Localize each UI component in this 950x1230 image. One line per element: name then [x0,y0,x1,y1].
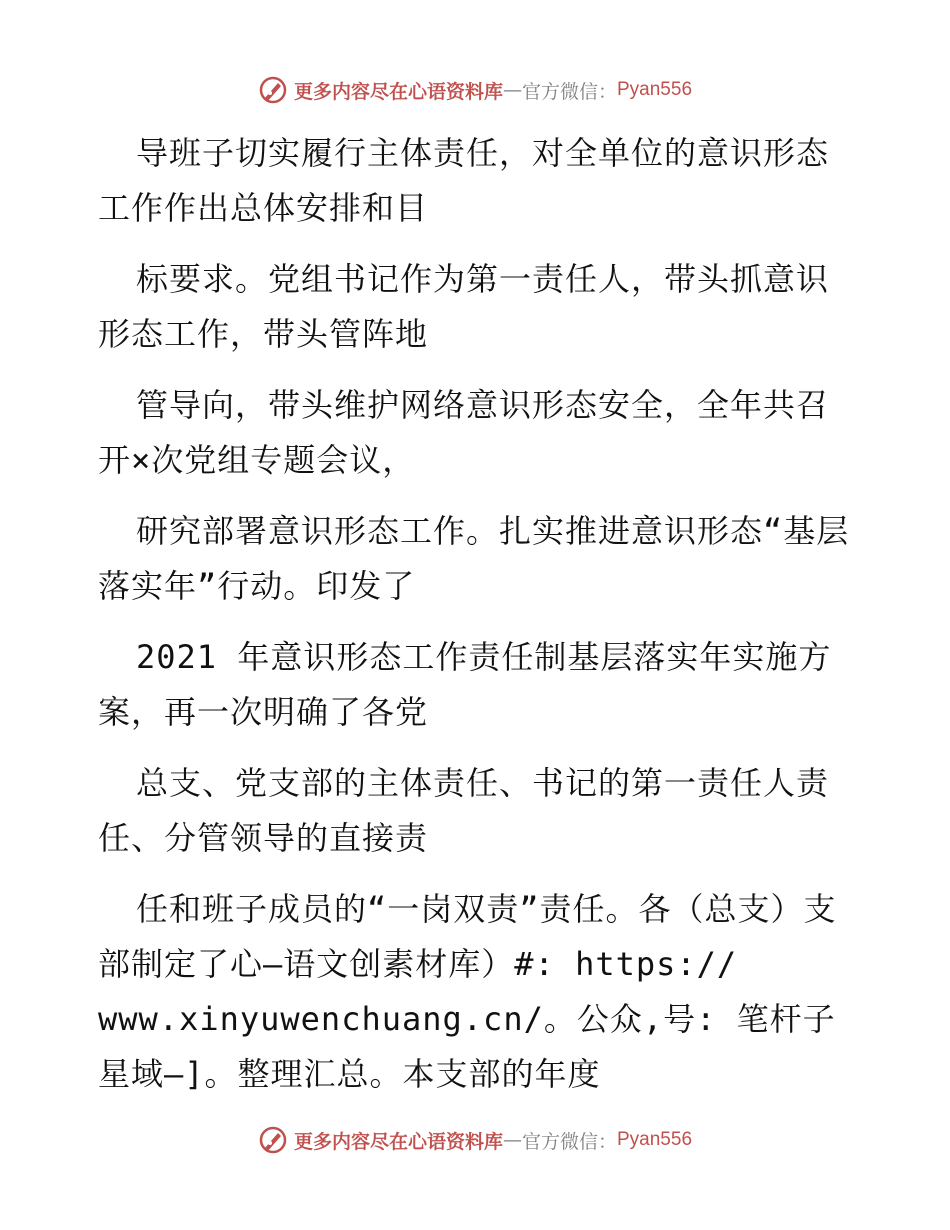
paragraph-7: 任和班子成员的“一岗双责”责任。各（总支）支部制定了心—语文创素材库）#: https:// www.xinyuwenchuang.cn/。公众,号: 笔杆子星域—]。整理汇总。本支部的年度 [98,890,837,1093]
page-footer-banner [0,1122,950,1158]
paragraph-5: 2021 年意识形态工作责任制基层落实年实施方案，再一次明确了各党 [98,638,832,731]
header-wechat-label: 官方微信： [521,80,617,103]
paragraph-4: 研究部署意识形态工作。扎实推进意识形态“基层落实年”行动。印发了 [98,512,850,605]
page-header-banner [0,72,950,108]
paragraph-6: 总支、党支部的主体责任、书记的第一责任人责任、分管领导的直接责 [98,764,830,857]
footer-wechat-label: 官方微信： [521,1130,617,1153]
header-site-text: 更多内容尽在心语资料库 [293,80,503,103]
paragraph-2: 标要求。党组书记作为第一责任人，带头抓意识形态工作，带头管阵地 [98,260,830,353]
footer-site-text: 更多内容尽在心语资料库 [293,1130,503,1153]
document-body [98,126,858,1102]
footer-dash: — [502,1129,522,1151]
paragraph-3: 管导向，带头维护网络意识形态安全，全年共召开×次党组专题会议， [98,386,830,479]
footer-wechat-id: Pyan556 [617,1129,693,1150]
header-dash: — [502,79,522,101]
pen-in-circle-icon [258,75,288,105]
paragraph-1: 导班子切实履行主体责任，对全单位的意识形态工作作出总体安排和目 [98,134,830,227]
pen-in-circle-icon [258,1125,288,1155]
header-wechat-id: Pyan556 [617,79,693,100]
